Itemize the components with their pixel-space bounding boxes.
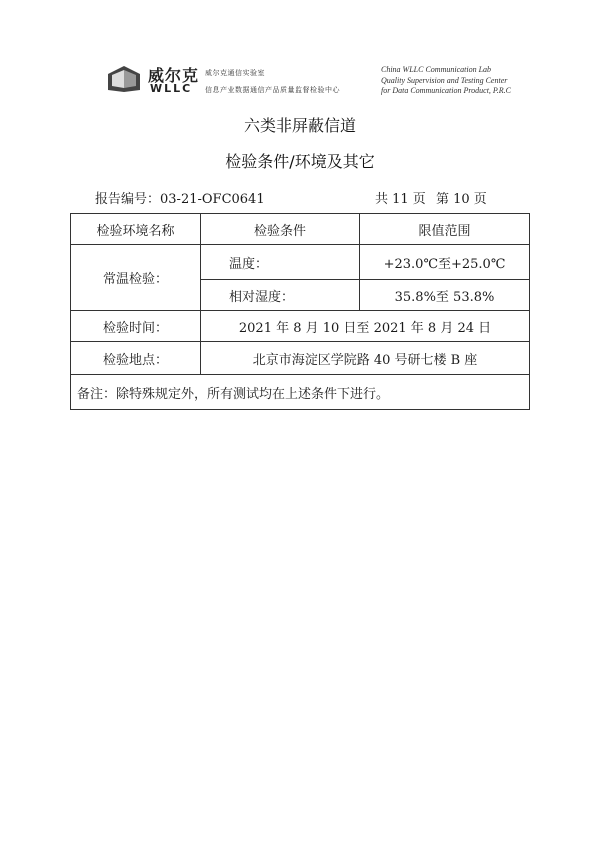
table-header-row bbox=[71, 214, 530, 245]
normal-temp-label: 常温检验： bbox=[71, 245, 201, 311]
table-row bbox=[71, 375, 530, 410]
lab-name-en-line3: for Data Communication Product, P.R.C bbox=[381, 86, 511, 95]
test-place-value: 北京市海淀区学院路 40 号研七楼 B 座 bbox=[201, 342, 530, 375]
report-number-value: 03-21-OFC0641 bbox=[160, 192, 265, 207]
logo-english-name: WLLC bbox=[150, 82, 193, 95]
lab-name-en-line1: China WLLC Communication Lab bbox=[381, 65, 492, 74]
header-limit-range: 限值范围 bbox=[360, 214, 530, 245]
product-title: 六类非屏蔽信道 bbox=[243, 116, 356, 135]
section-title: 检验条件/环境及其它 bbox=[225, 152, 375, 171]
lab-name-cn-line1: 威尔克通信实验室 bbox=[205, 69, 265, 77]
temperature-label: 温度： bbox=[201, 245, 360, 280]
table-row bbox=[71, 245, 530, 280]
table-row bbox=[71, 342, 530, 375]
test-place-label: 检验地点： bbox=[71, 342, 201, 375]
test-time-label: 检验时间： bbox=[71, 311, 201, 342]
report-number-label: 报告编号： bbox=[95, 192, 161, 207]
lab-name-en-line2: Quality Supervision and Testing Center bbox=[381, 76, 508, 85]
report-number bbox=[95, 188, 265, 207]
lab-name-cn-line2: 信息产业数据通信产品质量监督检验中心 bbox=[205, 86, 340, 94]
temperature-range: +23.0℃至+25.0℃ bbox=[360, 245, 530, 280]
test-time-value: 2021 年 8 月 10 日至 2021 年 8 月 24 日 bbox=[201, 311, 530, 342]
humidity-range: 35.8%至 53.8% bbox=[360, 280, 530, 311]
page-info bbox=[375, 188, 493, 207]
current-page: 第 10 页 bbox=[435, 192, 487, 207]
wllc-logo-icon bbox=[106, 64, 142, 94]
total-pages: 共 11 页 bbox=[375, 192, 426, 207]
table-row bbox=[71, 311, 530, 342]
header-env-name: 检验环境名称 bbox=[71, 214, 201, 245]
remark-note: 备注：除特殊规定外，所有测试均在上述条件下进行。 bbox=[71, 375, 530, 410]
humidity-label: 相对湿度： bbox=[201, 280, 360, 311]
conditions-table bbox=[70, 213, 530, 410]
header-condition: 检验条件 bbox=[201, 214, 360, 245]
logo-chinese-name: 威尔克 bbox=[148, 66, 200, 85]
